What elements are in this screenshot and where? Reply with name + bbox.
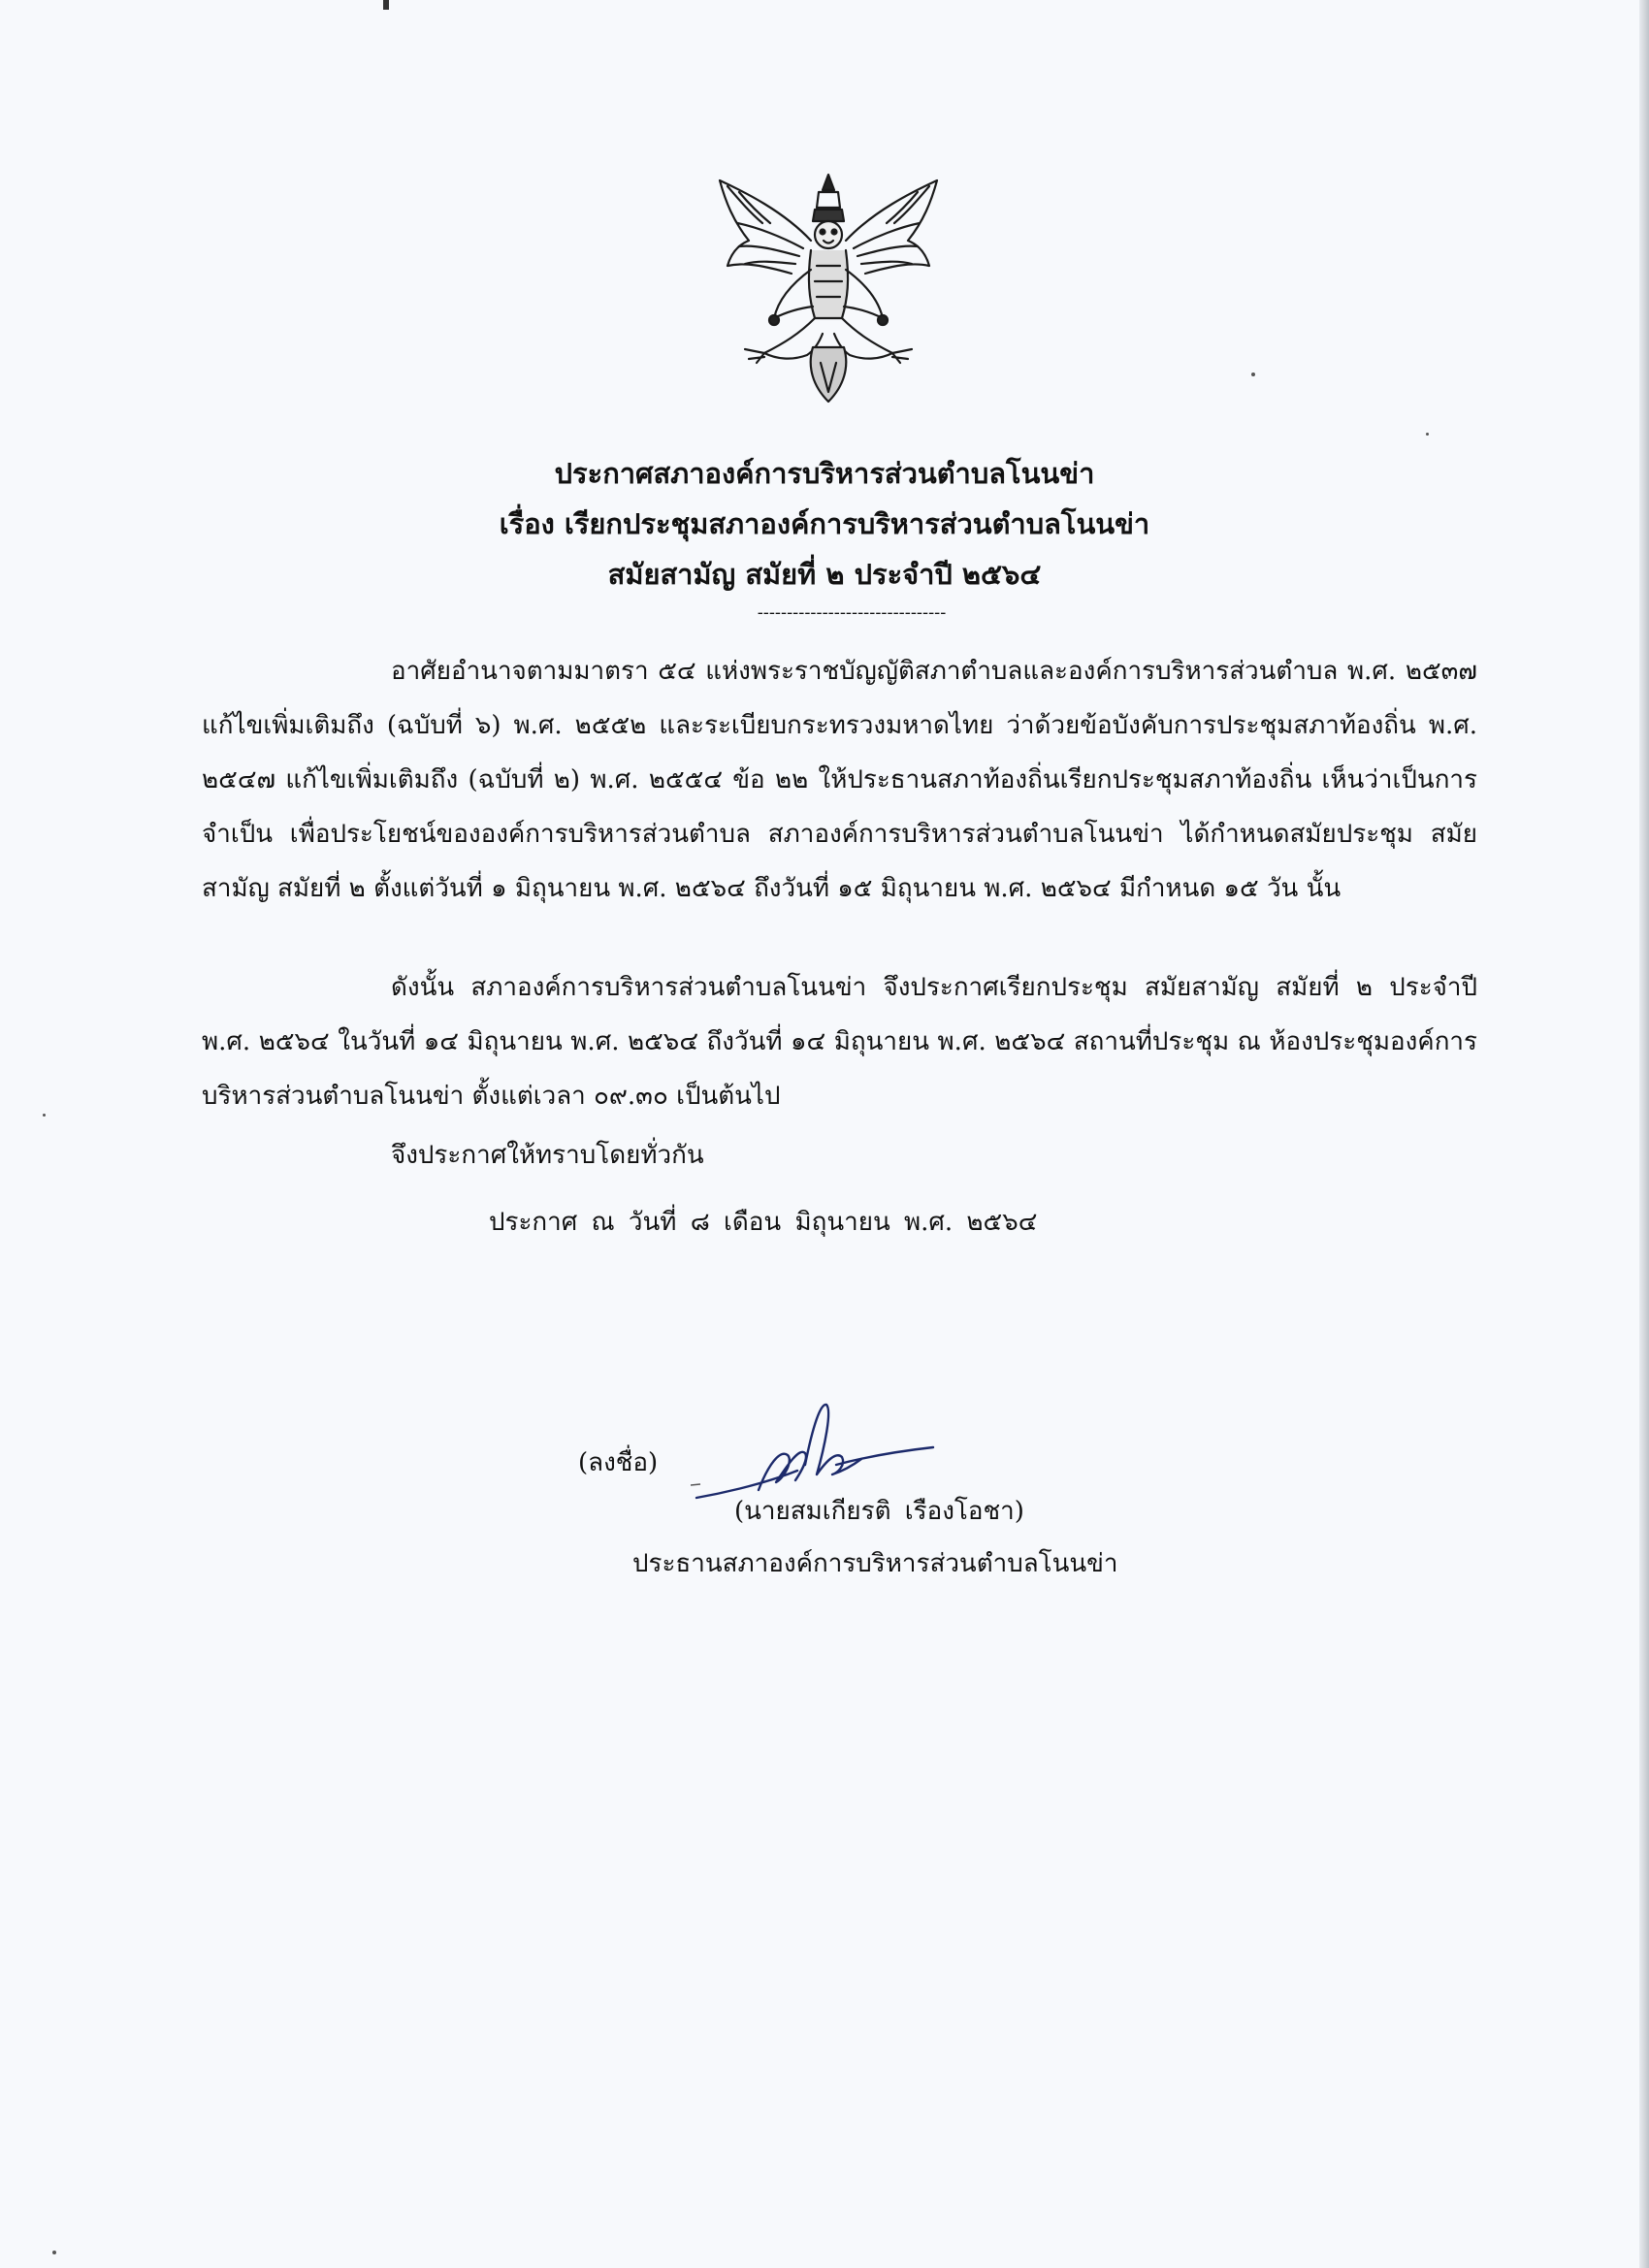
header-divider: -------------------------------- (757, 602, 947, 623)
scan-speck (1426, 433, 1429, 436)
body-paragraph-2: ดังนั้น สภาองค์การบริหารส่วนตำบลโนนข่า จึงประกาศเรียกประชุม สมัยสามัญ สมัยที่ ๒ ประจำปี พ.ศ. ๒๕๖๔ ในวันที่ ๑๔ มิถุนายน พ.ศ. ๒๕๖๔ ถึงวันที่ ๑๔ มิถุนายน พ.ศ. ๒๕๖๔ สถานที่ประชุม ณ ห้องประชุมองค์การบริหารส่วนตำบลโนนข่า ตั้งแต่เวลา ๐๙.๓๐ เป็นต้นไป (202, 973, 1477, 1111)
announcement-title: ประกาศสภาองค์การบริหารส่วนตำบลโนนข่า (554, 457, 1095, 490)
scan-speck (52, 2251, 56, 2254)
signer-name: (นายสมเกียรติ เรืองโอชา) (734, 1497, 1024, 1526)
announcement-header (0, 448, 1649, 623)
garuda-emblem-icon (706, 173, 951, 405)
scan-edge (1639, 0, 1649, 2268)
signature-label: (ลงชื่อ) (578, 1448, 659, 1477)
announcement-subject: เรื่อง เรียกประชุมสภาองค์การบริหารส่วนตำบลโนนข่า (499, 507, 1150, 540)
signer-position: ประธานสภาองค์การบริหารส่วนตำบลโนนข่า (632, 1549, 1118, 1578)
body-paragraph-1: อาศัยอำนาจตามมาตรา ๕๔ แห่งพระราชบัญญัติสภาตำบลและองค์การบริหารส่วนตำบล พ.ศ. ๒๕๓๗ แก้ไขเพิ่มเติมถึง (ฉบับที่ ๖) พ.ศ. ๒๕๕๒ และระเบียบกระทรวงมหาดไทย ว่าด้วยข้อบังคับการประชุมสภาท้องถิ่น พ.ศ. ๒๕๔๗ แก้ไขเพิ่มเติมถึง (ฉบับที่ ๒) พ.ศ. ๒๕๕๔ ข้อ ๒๒ ให้ประธานสภาท้องถิ่นเรียกประชุมสภาท้องถิ่น เห็นว่าเป็นการจำเป็น เพื่อประโยชน์ขององค์การบริหารส่วนตำบล สภาองค์การบริหารส่วนตำบลโนนข่า ได้กำหนดสมัยประชุม สมัยสามัญ สมัยที่ ๒ ตั้งแต่วันที่ ๑ มิถุนายน พ.ศ. ๒๕๖๔ ถึงวันที่ ๑๕ มิถุนายน พ.ศ. ๒๕๖๔ มีกำหนด ๑๕ วัน นั้น (202, 657, 1477, 903)
announcement-date: ประกาศ ณ วันที่ ๘ เดือน มิถุนายน พ.ศ. ๒๕๖๔ (489, 1208, 1038, 1237)
announcement-session: สมัยสามัญ สมัยที่ ๒ ประจำปี ๒๕๖๔ (607, 558, 1042, 591)
closing-line: จึงประกาศให้ทราบโดยทั่วกัน (391, 1141, 704, 1170)
scan-mark (383, 0, 389, 10)
scan-speck (43, 1114, 46, 1117)
scan-speck (1251, 373, 1255, 376)
